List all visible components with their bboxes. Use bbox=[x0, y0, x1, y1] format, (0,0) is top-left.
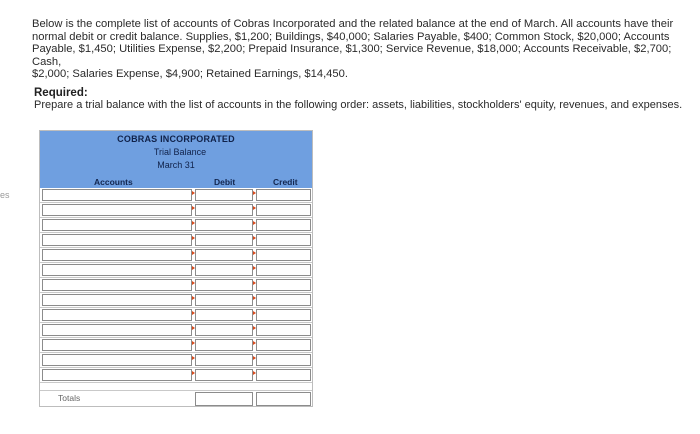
account-dropdown[interactable] bbox=[42, 324, 192, 336]
credit-input[interactable] bbox=[256, 234, 311, 246]
credit-input[interactable] bbox=[256, 249, 311, 261]
account-dropdown[interactable] bbox=[42, 279, 192, 291]
table-row bbox=[40, 293, 312, 308]
table-row bbox=[40, 323, 312, 338]
debit-input[interactable] bbox=[195, 339, 253, 351]
table-row bbox=[40, 218, 312, 233]
account-dropdown[interactable] bbox=[42, 264, 192, 276]
credit-input[interactable] bbox=[256, 324, 311, 336]
required-instructions: Prepare a trial balance with the list of accounts in the following order: assets, liabilities, stockholders' equity, revenues, and expenses. bbox=[34, 99, 683, 111]
table-row bbox=[40, 248, 312, 263]
debit-input[interactable] bbox=[195, 294, 253, 306]
problem-line: Below is the complete list of accounts of Cobras Incorporated and the related balance at the end of March. All accounts have their bbox=[32, 18, 674, 30]
account-dropdown[interactable] bbox=[42, 204, 192, 216]
credit-input[interactable] bbox=[256, 279, 311, 291]
required-heading: Required: bbox=[34, 87, 88, 99]
table-row bbox=[40, 308, 312, 323]
table-row bbox=[40, 263, 312, 278]
credit-input[interactable] bbox=[256, 339, 311, 351]
company-name: COBRAS INCORPORATED bbox=[117, 134, 235, 144]
credit-input[interactable] bbox=[256, 369, 311, 381]
debit-input[interactable] bbox=[195, 279, 253, 291]
totals-row bbox=[40, 390, 312, 407]
debit-input[interactable] bbox=[195, 219, 253, 231]
credit-column-header: Credit bbox=[273, 177, 298, 187]
credit-total-input[interactable] bbox=[256, 392, 311, 406]
debit-input[interactable] bbox=[195, 309, 253, 321]
table-row bbox=[40, 353, 312, 368]
debit-input[interactable] bbox=[195, 234, 253, 246]
account-dropdown[interactable] bbox=[42, 339, 192, 351]
credit-input[interactable] bbox=[256, 219, 311, 231]
debit-input[interactable] bbox=[195, 354, 253, 366]
account-dropdown[interactable] bbox=[42, 189, 192, 201]
debit-total-input[interactable] bbox=[195, 392, 253, 406]
trial-balance-header bbox=[40, 131, 312, 188]
debit-input[interactable] bbox=[195, 204, 253, 216]
account-dropdown[interactable] bbox=[42, 249, 192, 261]
account-dropdown[interactable] bbox=[42, 369, 192, 381]
credit-input[interactable] bbox=[256, 189, 311, 201]
statement-title: Trial Balance bbox=[153, 147, 207, 157]
credit-input[interactable] bbox=[256, 354, 311, 366]
account-dropdown[interactable] bbox=[42, 294, 192, 306]
cut-off-sidebar-text: es bbox=[0, 190, 10, 200]
credit-input[interactable] bbox=[256, 294, 311, 306]
account-dropdown[interactable] bbox=[42, 234, 192, 246]
totals-label: Totals bbox=[58, 393, 81, 403]
debit-input[interactable] bbox=[195, 324, 253, 336]
table-row bbox=[40, 233, 312, 248]
trial-balance-form bbox=[39, 130, 313, 407]
table-row bbox=[40, 368, 312, 383]
accounts-column-header: Accounts bbox=[94, 177, 133, 187]
debit-input[interactable] bbox=[195, 369, 253, 381]
account-dropdown[interactable] bbox=[42, 219, 192, 231]
credit-input[interactable] bbox=[256, 204, 311, 216]
account-dropdown[interactable] bbox=[42, 354, 192, 366]
statement-date: March 31 bbox=[157, 160, 195, 170]
account-dropdown[interactable] bbox=[42, 309, 192, 321]
debit-input[interactable] bbox=[195, 264, 253, 276]
table-row bbox=[40, 338, 312, 353]
table-row bbox=[40, 278, 312, 293]
debit-column-header: Debit bbox=[214, 177, 236, 187]
problem-line: Payable, $1,450; Utilities Expense, $2,200; Prepaid Insurance, $1,300; Service Revenue, $18,000; Accounts Receivable, $2,700; Cash, bbox=[32, 43, 672, 68]
entry-rows bbox=[40, 188, 312, 383]
table-row bbox=[40, 203, 312, 218]
credit-input[interactable] bbox=[256, 309, 311, 321]
problem-line: $2,000; Salaries Expense, $4,900; Retained Earnings, $14,450. bbox=[32, 68, 348, 81]
debit-input[interactable] bbox=[195, 189, 253, 201]
problem-statement bbox=[32, 18, 682, 81]
credit-input[interactable] bbox=[256, 264, 311, 276]
table-row bbox=[40, 188, 312, 203]
problem-line: normal debit or credit balance. Supplies, $1,200; Buildings, $40,000; Salaries Payable, $400; Common Stock, $20,000; Accounts bbox=[32, 30, 670, 43]
debit-input[interactable] bbox=[195, 249, 253, 261]
